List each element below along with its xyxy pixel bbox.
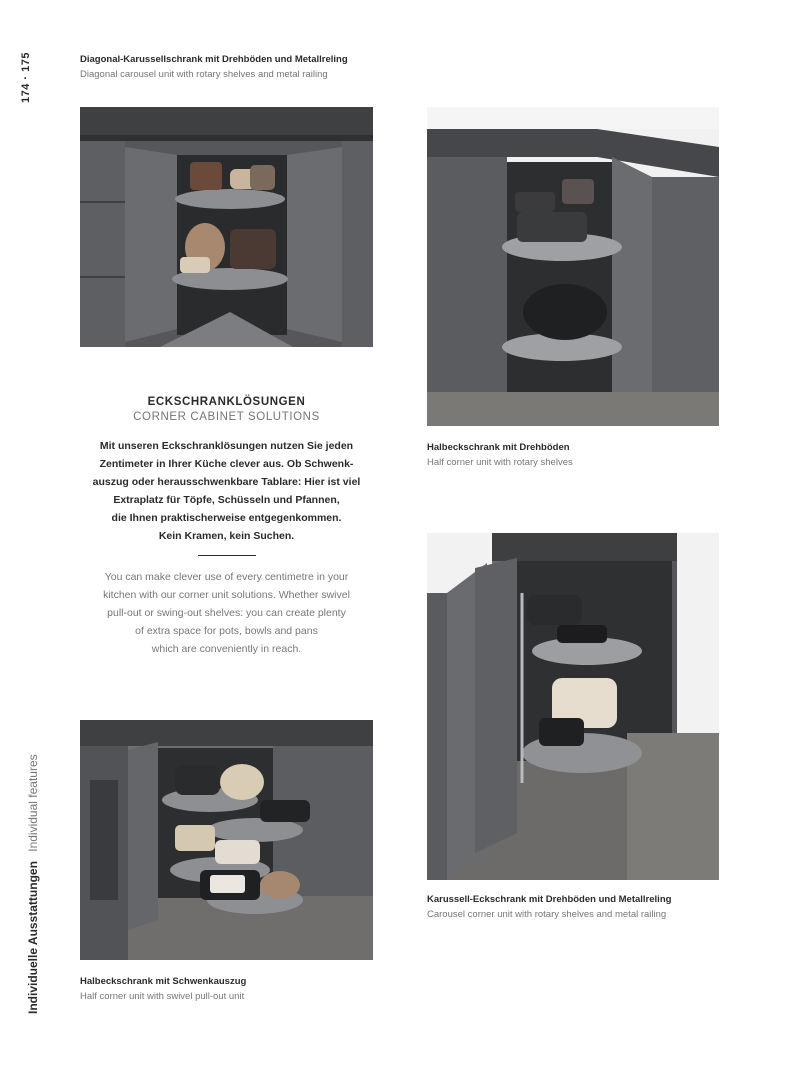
body-de-line: auszug oder herausschwenkbare Tablare: Hier ist viel [92, 476, 361, 488]
section-body-en [80, 568, 373, 658]
caption-bottom-left [80, 974, 246, 1004]
caption-top-left-en: Diagonal carousel unit with rotary shelves and metal railing [80, 69, 328, 80]
corner-cabinet-section [80, 396, 373, 658]
caption-top-left [80, 52, 348, 82]
caption-top-right-en: Half corner unit with rotary shelves [427, 457, 573, 468]
caption-bottom-left-de: Halbeckschrank mit Schwenkauszug [80, 976, 247, 987]
caption-bottom-left-en: Half corner unit with swivel pull-out unit [80, 991, 245, 1002]
side-label-en: Individual features [26, 754, 40, 852]
section-body-de [80, 437, 373, 545]
caption-mid-right [427, 892, 671, 922]
photo-diagonal-carousel-unit [80, 107, 373, 347]
body-en-line: of extra space for pots, bowls and pans [135, 625, 318, 637]
photo-half-corner-rotary-shelves [427, 107, 719, 426]
caption-top-left-de: Diagonal-Karussellschrank mit Drehböden und Metallreling [80, 54, 348, 65]
side-label-de: Individuelle Ausstattungen [26, 861, 40, 1014]
divider-rule [198, 555, 256, 556]
body-en-line: kitchen with our corner unit solutions. Whether swivel [103, 589, 350, 601]
body-de-line: Mit unseren Eckschranklösungen nutzen Sie jeden [99, 440, 354, 452]
body-en-line: You can make clever use of every centimetre in your [104, 571, 349, 583]
body-de-line: Kein Kramen, kein Suchen. [158, 530, 295, 542]
body-en-line: pull-out or swing-out shelves: you can create plenty [107, 607, 346, 619]
page-number: 174 · 175 [20, 52, 32, 103]
body-de-line: Extraplatz für Töpfe, Schüsseln und Pfannen, [113, 494, 340, 506]
photo-half-corner-swivel-pullout [80, 720, 373, 960]
section-heading-de: ECKSCHRANKLÖSUNGEN [147, 396, 306, 408]
section-heading-en: CORNER CABINET SOLUTIONS [133, 411, 320, 423]
caption-top-right-de: Halbeckschrank mit Drehböden [427, 442, 570, 453]
caption-mid-right-de: Karussell-Eckschrank mit Drehböden und Metallreling [427, 894, 672, 905]
photo-carousel-corner-unit [427, 533, 719, 880]
caption-mid-right-en: Carousel corner unit with rotary shelves and metal railing [427, 909, 667, 920]
caption-top-right [427, 440, 573, 470]
body-de-line: Zentimeter in Ihrer Küche clever aus. Ob Schwenk- [99, 458, 354, 470]
side-label [26, 754, 40, 1014]
body-de-line: die Ihnen praktischerweise entgegenkommen. [111, 512, 342, 524]
body-en-line: which are conveniently in reach. [151, 643, 302, 655]
